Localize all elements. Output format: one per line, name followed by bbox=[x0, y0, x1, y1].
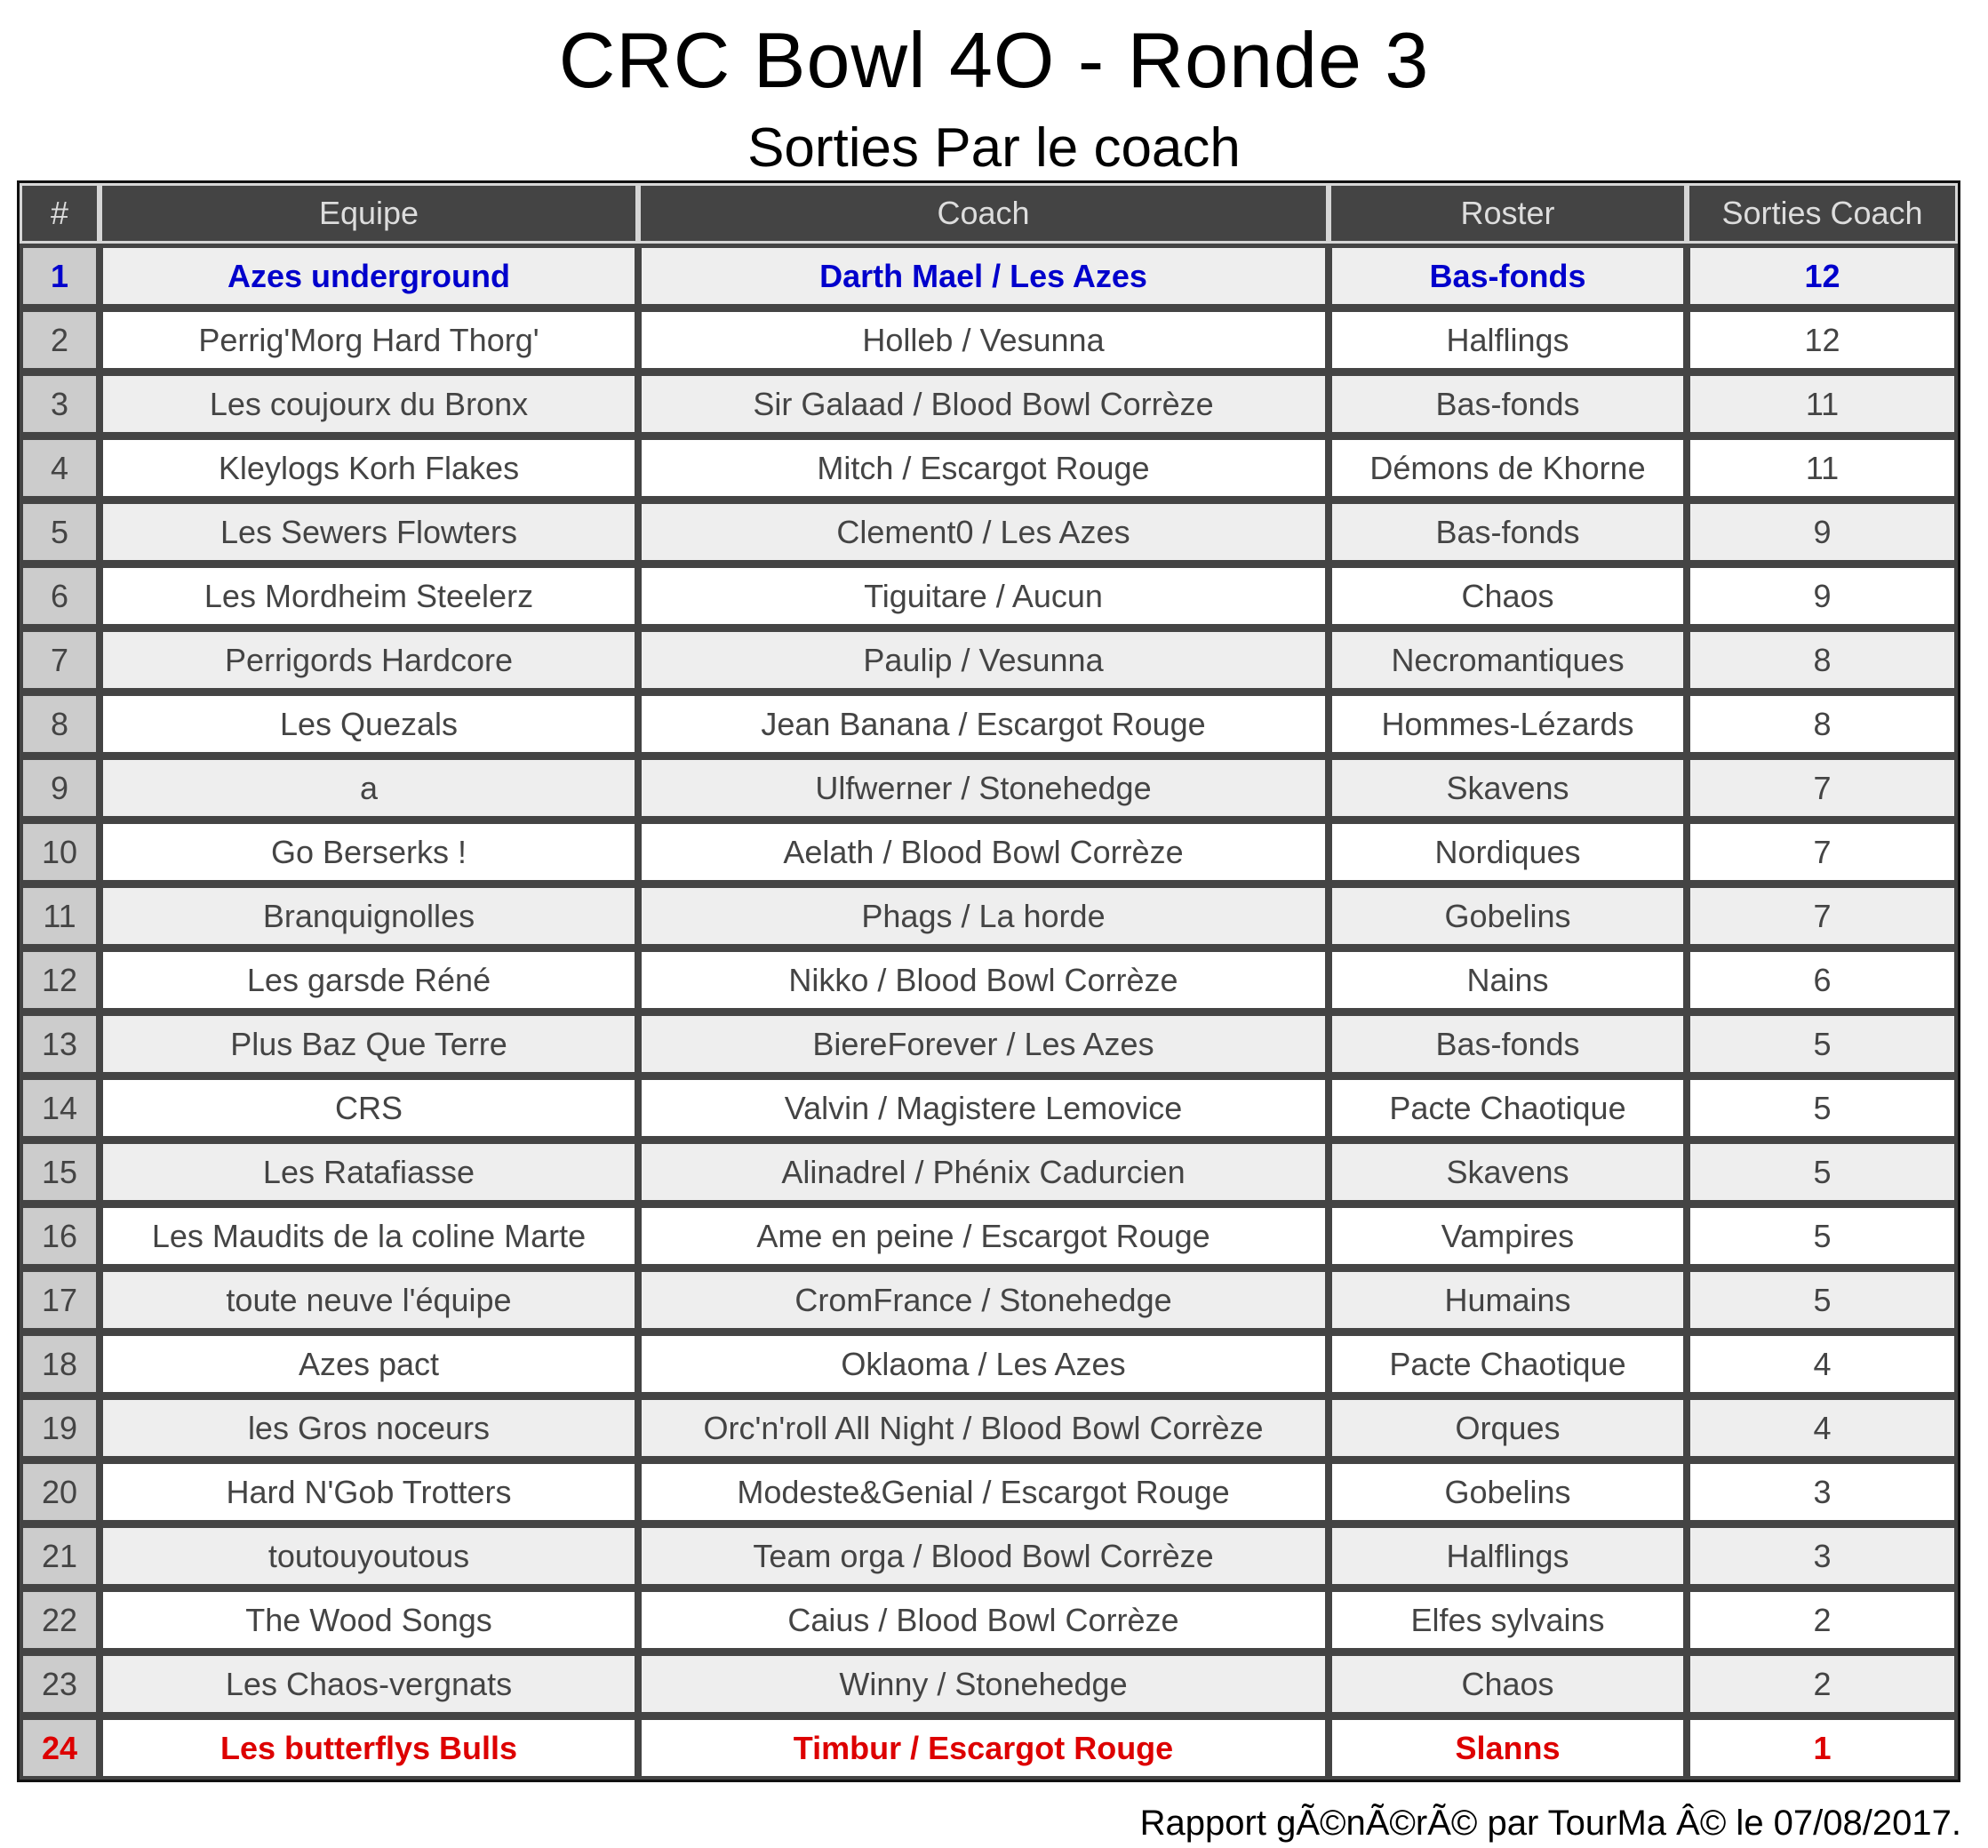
standings-table bbox=[20, 183, 1958, 1780]
page-subtitle: Sorties Par le coach bbox=[747, 117, 1241, 179]
table-row bbox=[20, 692, 1958, 756]
table-row bbox=[20, 1652, 1958, 1716]
cell-roster: Démons de Khorne bbox=[1329, 436, 1687, 500]
cell-roster: Nains bbox=[1329, 948, 1687, 1012]
cell-team: Branquignolles bbox=[100, 884, 638, 948]
cell-rank: 8 bbox=[20, 692, 100, 756]
cell-roster: Chaos bbox=[1329, 564, 1687, 628]
cell-rank: 5 bbox=[20, 500, 100, 564]
cell-coach: BiereForever / Les Azes bbox=[638, 1012, 1329, 1076]
cell-roster: Vampires bbox=[1329, 1204, 1687, 1268]
column-header-sorties: Sorties Coach bbox=[1687, 183, 1958, 244]
cell-coach: Paulip / Vesunna bbox=[638, 628, 1329, 692]
cell-sorties: 6 bbox=[1687, 948, 1958, 1012]
cell-rank: 3 bbox=[20, 372, 100, 436]
table-row bbox=[20, 1268, 1958, 1332]
cell-team: Azes pact bbox=[100, 1332, 638, 1396]
cell-team: Go Berserks ! bbox=[100, 820, 638, 884]
cell-roster: Bas-fonds bbox=[1329, 372, 1687, 436]
cell-roster: Bas-fonds bbox=[1329, 1012, 1687, 1076]
cell-rank: 16 bbox=[20, 1204, 100, 1268]
column-header-rank: # bbox=[20, 183, 100, 244]
cell-team: Les garsde Réné bbox=[100, 948, 638, 1012]
cell-rank: 23 bbox=[20, 1652, 100, 1716]
standings-table-container bbox=[17, 180, 1960, 1782]
table-body bbox=[20, 244, 1958, 1780]
cell-rank: 20 bbox=[20, 1460, 100, 1524]
cell-coach: Jean Banana / Escargot Rouge bbox=[638, 692, 1329, 756]
cell-roster: Bas-fonds bbox=[1329, 500, 1687, 564]
cell-sorties: 2 bbox=[1687, 1652, 1958, 1716]
cell-sorties: 5 bbox=[1687, 1076, 1958, 1140]
cell-coach: Clement0 / Les Azes bbox=[638, 500, 1329, 564]
cell-rank: 7 bbox=[20, 628, 100, 692]
cell-team: toutouyoutous bbox=[100, 1524, 638, 1588]
cell-sorties: 9 bbox=[1687, 500, 1958, 564]
table-row bbox=[20, 1076, 1958, 1140]
cell-coach: Team orga / Blood Bowl Corrèze bbox=[638, 1524, 1329, 1588]
table-row bbox=[20, 1716, 1958, 1780]
cell-rank: 9 bbox=[20, 756, 100, 820]
cell-sorties: 8 bbox=[1687, 692, 1958, 756]
cell-rank: 12 bbox=[20, 948, 100, 1012]
cell-coach: Oklaoma / Les Azes bbox=[638, 1332, 1329, 1396]
table-row bbox=[20, 500, 1958, 564]
cell-coach: Modeste&Genial / Escargot Rouge bbox=[638, 1460, 1329, 1524]
cell-roster: Skavens bbox=[1329, 756, 1687, 820]
cell-coach: Ulfwerner / Stonehedge bbox=[638, 756, 1329, 820]
cell-team: Les Mordheim Steelerz bbox=[100, 564, 638, 628]
cell-roster: Nordiques bbox=[1329, 820, 1687, 884]
cell-sorties: 11 bbox=[1687, 372, 1958, 436]
cell-roster: Humains bbox=[1329, 1268, 1687, 1332]
cell-roster: Chaos bbox=[1329, 1652, 1687, 1716]
cell-coach: Holleb / Vesunna bbox=[638, 308, 1329, 372]
cell-team: Perrigords Hardcore bbox=[100, 628, 638, 692]
cell-sorties: 5 bbox=[1687, 1204, 1958, 1268]
column-header-coach: Coach bbox=[638, 183, 1329, 244]
cell-rank: 22 bbox=[20, 1588, 100, 1652]
cell-coach: Phags / La horde bbox=[638, 884, 1329, 948]
cell-coach: Valvin / Magistere Lemovice bbox=[638, 1076, 1329, 1140]
table-row bbox=[20, 820, 1958, 884]
cell-coach: Alinadrel / Phénix Cadurcien bbox=[638, 1140, 1329, 1204]
cell-rank: 21 bbox=[20, 1524, 100, 1588]
cell-sorties: 7 bbox=[1687, 884, 1958, 948]
table-row bbox=[20, 564, 1958, 628]
cell-team: a bbox=[100, 756, 638, 820]
cell-rank: 19 bbox=[20, 1396, 100, 1460]
cell-rank: 2 bbox=[20, 308, 100, 372]
cell-coach: Caius / Blood Bowl Corrèze bbox=[638, 1588, 1329, 1652]
cell-roster: Halflings bbox=[1329, 1524, 1687, 1588]
cell-team: Azes underground bbox=[100, 244, 638, 308]
cell-team: Les Chaos-vergnats bbox=[100, 1652, 638, 1716]
table-row bbox=[20, 1396, 1958, 1460]
cell-team: Perrig'Morg Hard Thorg' bbox=[100, 308, 638, 372]
cell-coach: Darth Mael / Les Azes bbox=[638, 244, 1329, 308]
page-title: CRC Bowl 4O - Ronde 3 bbox=[558, 16, 1430, 104]
cell-rank: 18 bbox=[20, 1332, 100, 1396]
cell-team: Hard N'Gob Trotters bbox=[100, 1460, 638, 1524]
cell-team: les Gros noceurs bbox=[100, 1396, 638, 1460]
cell-team: Les Quezals bbox=[100, 692, 638, 756]
cell-coach: Winny / Stonehedge bbox=[638, 1652, 1329, 1716]
table-row bbox=[20, 308, 1958, 372]
cell-rank: 4 bbox=[20, 436, 100, 500]
table-row bbox=[20, 1588, 1958, 1652]
cell-coach: Ame en peine / Escargot Rouge bbox=[638, 1204, 1329, 1268]
cell-rank: 1 bbox=[20, 244, 100, 308]
cell-sorties: 3 bbox=[1687, 1524, 1958, 1588]
cell-coach: CromFrance / Stonehedge bbox=[638, 1268, 1329, 1332]
cell-coach: Aelath / Blood Bowl Corrèze bbox=[638, 820, 1329, 884]
column-header-team: Equipe bbox=[100, 183, 638, 244]
column-header-roster: Roster bbox=[1329, 183, 1687, 244]
table-row bbox=[20, 1204, 1958, 1268]
table-row bbox=[20, 372, 1958, 436]
table-row bbox=[20, 1460, 1958, 1524]
table-header-row bbox=[20, 183, 1958, 244]
cell-team: CRS bbox=[100, 1076, 638, 1140]
cell-coach: Mitch / Escargot Rouge bbox=[638, 436, 1329, 500]
table-row bbox=[20, 1140, 1958, 1204]
table-row bbox=[20, 1332, 1958, 1396]
cell-sorties: 4 bbox=[1687, 1332, 1958, 1396]
cell-team: toute neuve l'équipe bbox=[100, 1268, 638, 1332]
cell-sorties: 7 bbox=[1687, 756, 1958, 820]
cell-roster: Gobelins bbox=[1329, 1460, 1687, 1524]
cell-team: Les Sewers Flowters bbox=[100, 500, 638, 564]
cell-roster: Halflings bbox=[1329, 308, 1687, 372]
table-row bbox=[20, 756, 1958, 820]
cell-rank: 24 bbox=[20, 1716, 100, 1780]
cell-sorties: 5 bbox=[1687, 1268, 1958, 1332]
cell-roster: Orques bbox=[1329, 1396, 1687, 1460]
cell-team: Les butterflys Bulls bbox=[100, 1716, 638, 1780]
cell-roster: Elfes sylvains bbox=[1329, 1588, 1687, 1652]
cell-rank: 6 bbox=[20, 564, 100, 628]
cell-sorties: 2 bbox=[1687, 1588, 1958, 1652]
cell-team: Les coujourx du Bronx bbox=[100, 372, 638, 436]
report-footer: Rapport gÃ©nÃ©rÃ© par TourMa Â© le 07/08/2017. bbox=[1139, 1804, 1961, 1843]
table-row bbox=[20, 436, 1958, 500]
cell-coach: Nikko / Blood Bowl Corrèze bbox=[638, 948, 1329, 1012]
cell-roster: Bas-fonds bbox=[1329, 244, 1687, 308]
cell-team: Les Maudits de la coline Marte bbox=[100, 1204, 638, 1268]
table-row bbox=[20, 1012, 1958, 1076]
cell-sorties: 5 bbox=[1687, 1140, 1958, 1204]
table-row bbox=[20, 884, 1958, 948]
cell-team: Plus Baz Que Terre bbox=[100, 1012, 638, 1076]
cell-roster: Hommes-Lézards bbox=[1329, 692, 1687, 756]
cell-roster: Skavens bbox=[1329, 1140, 1687, 1204]
cell-sorties: 12 bbox=[1687, 244, 1958, 308]
cell-rank: 11 bbox=[20, 884, 100, 948]
cell-roster: Pacte Chaotique bbox=[1329, 1076, 1687, 1140]
table-row bbox=[20, 628, 1958, 692]
cell-coach: Sir Galaad / Blood Bowl Corrèze bbox=[638, 372, 1329, 436]
cell-coach: Orc'n'roll All Night / Blood Bowl Corrèze bbox=[638, 1396, 1329, 1460]
cell-roster: Gobelins bbox=[1329, 884, 1687, 948]
cell-rank: 10 bbox=[20, 820, 100, 884]
cell-team: Kleylogs Korh Flakes bbox=[100, 436, 638, 500]
cell-rank: 13 bbox=[20, 1012, 100, 1076]
cell-team: Les Ratafiasse bbox=[100, 1140, 638, 1204]
cell-sorties: 12 bbox=[1687, 308, 1958, 372]
cell-sorties: 8 bbox=[1687, 628, 1958, 692]
cell-team: The Wood Songs bbox=[100, 1588, 638, 1652]
cell-coach: Tiguitare / Aucun bbox=[638, 564, 1329, 628]
cell-sorties: 1 bbox=[1687, 1716, 1958, 1780]
cell-sorties: 9 bbox=[1687, 564, 1958, 628]
cell-roster: Necromantiques bbox=[1329, 628, 1687, 692]
cell-coach: Timbur / Escargot Rouge bbox=[638, 1716, 1329, 1780]
cell-rank: 17 bbox=[20, 1268, 100, 1332]
cell-rank: 15 bbox=[20, 1140, 100, 1204]
table-row bbox=[20, 948, 1958, 1012]
cell-roster: Pacte Chaotique bbox=[1329, 1332, 1687, 1396]
cell-roster: Slanns bbox=[1329, 1716, 1687, 1780]
cell-sorties: 4 bbox=[1687, 1396, 1958, 1460]
cell-rank: 14 bbox=[20, 1076, 100, 1140]
cell-sorties: 3 bbox=[1687, 1460, 1958, 1524]
cell-sorties: 7 bbox=[1687, 820, 1958, 884]
cell-sorties: 11 bbox=[1687, 436, 1958, 500]
table-row bbox=[20, 1524, 1958, 1588]
cell-sorties: 5 bbox=[1687, 1012, 1958, 1076]
table-row bbox=[20, 244, 1958, 308]
